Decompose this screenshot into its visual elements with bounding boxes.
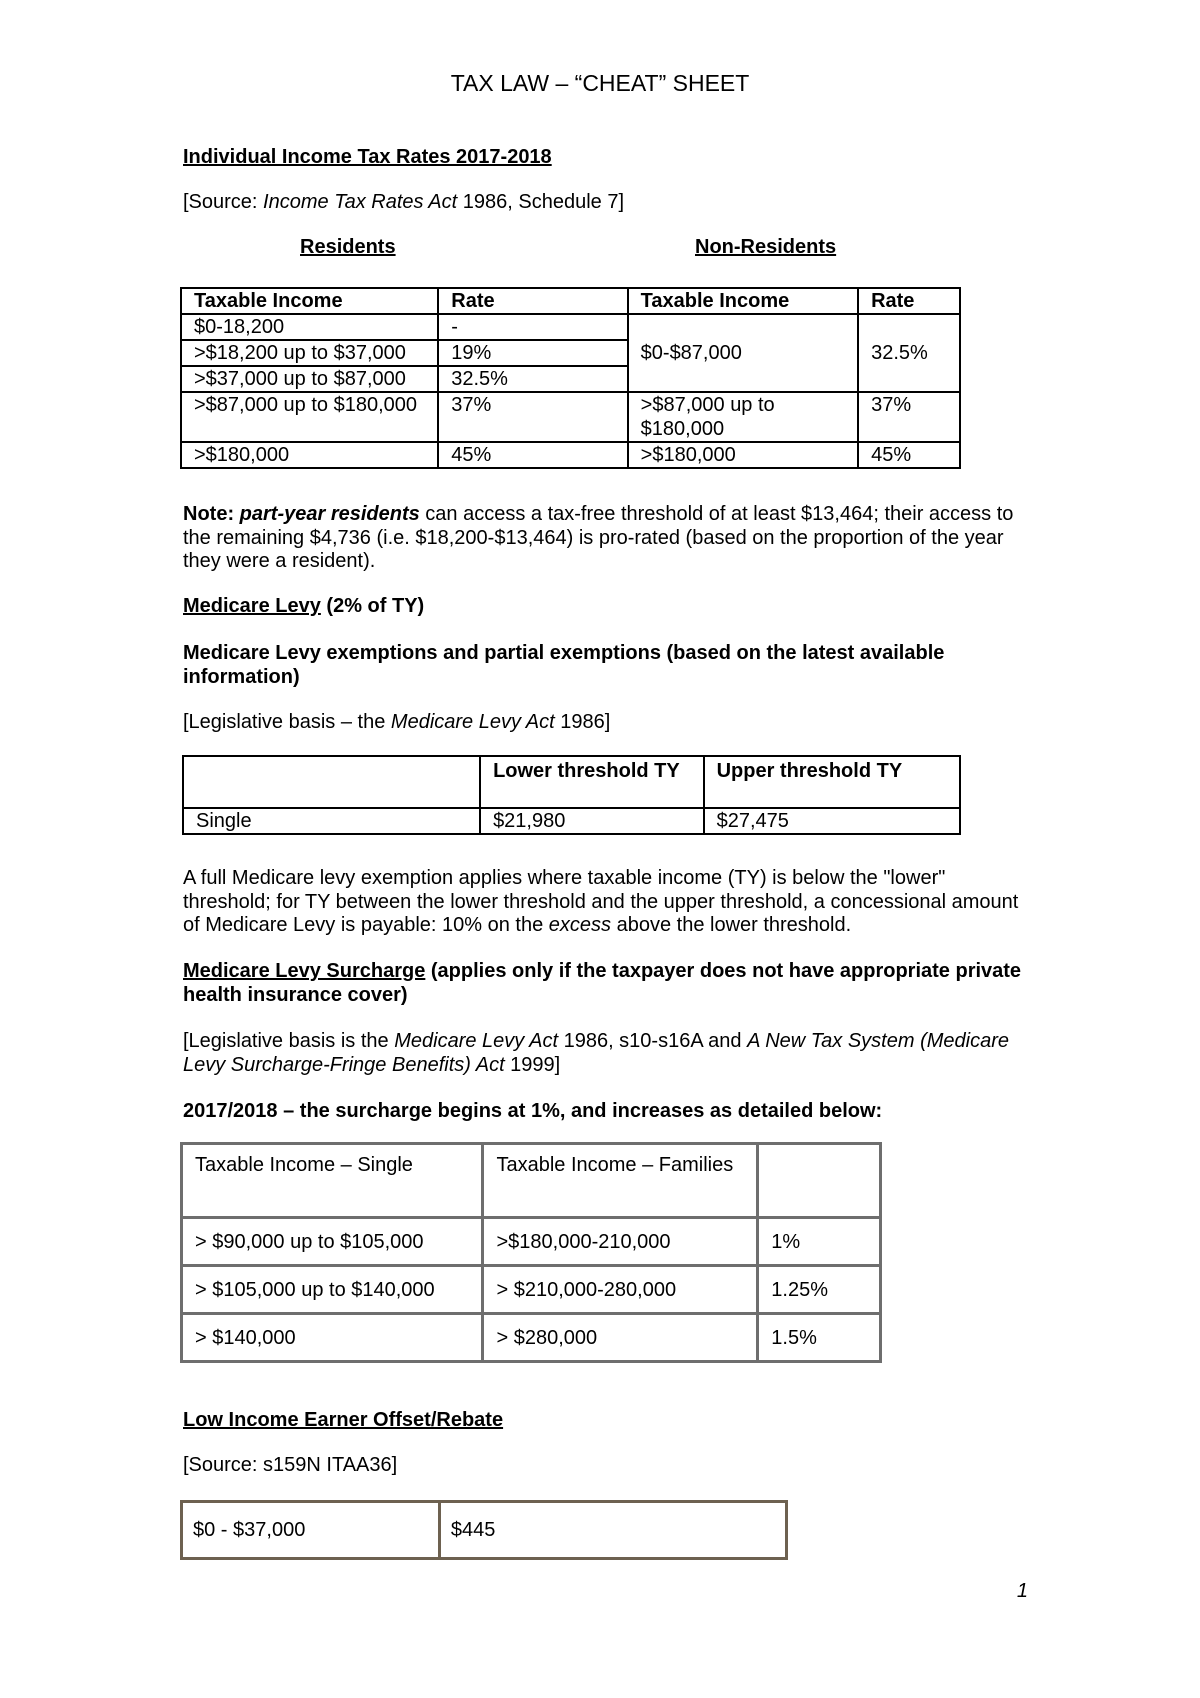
non-resident-rate: 37% xyxy=(858,392,960,442)
non-resident-rate: 45% xyxy=(858,442,960,468)
basis-mid: 1986, s10-s16A and xyxy=(558,1030,748,1052)
resident-income: $0-18,200 xyxy=(181,314,438,340)
table-cell: 1.25% xyxy=(758,1266,881,1314)
income-tax-heading: Individual Income Tax Rates 2017-2018 xyxy=(183,146,552,168)
non-residents-label: Non-Residents xyxy=(695,236,837,258)
table-header-row xyxy=(182,1144,881,1218)
table-header: Rate xyxy=(438,288,627,314)
table-header xyxy=(183,756,480,808)
table-cell: > $210,000-280,000 xyxy=(483,1266,758,1314)
non-resident-income: >$180,000 xyxy=(628,442,858,468)
table-header: Taxable Income – Families xyxy=(483,1144,758,1218)
surcharge-heading-label: Medicare Levy Surcharge xyxy=(183,960,426,982)
medicare-heading xyxy=(183,595,1033,619)
surcharge-basis xyxy=(183,1030,1033,1077)
table-row xyxy=(183,808,960,834)
offset-source: [Source: s159N ITAA36] xyxy=(183,1454,398,1476)
table-cell: > $280,000 xyxy=(483,1314,758,1362)
basis-act-2: A New Tax System (Medicare Levy Surcharge-Fringe Benefits) Act xyxy=(183,1030,1009,1076)
table-row xyxy=(181,392,960,442)
basis-act: Medicare Levy Act xyxy=(390,711,555,733)
table-cell: Single xyxy=(183,808,480,834)
non-resident-rate: 32.5% xyxy=(858,314,960,392)
offset-table xyxy=(180,1500,788,1560)
resident-rate: 37% xyxy=(438,392,627,442)
table-row xyxy=(182,1314,881,1362)
resident-income: >$18,200 up to $37,000 xyxy=(181,340,438,366)
table-cell: 1% xyxy=(758,1218,881,1266)
table-header: Lower threshold TY xyxy=(480,756,704,808)
table-cell: $21,980 xyxy=(480,808,704,834)
surcharge-intro: 2017/2018 – the surcharge begins at 1%, and increases as detailed below: xyxy=(183,1100,883,1122)
note-emphasis: part-year residents xyxy=(239,503,420,525)
residents-label: Residents xyxy=(300,236,396,258)
medicare-explanation xyxy=(183,867,1033,938)
basis-prefix: [Legislative basis is the xyxy=(183,1030,395,1052)
income-tax-rates-table xyxy=(180,287,961,469)
surcharge-heading-suffix: (applies only if the taxpayer does not have appropriate private health insurance cover) xyxy=(183,960,1022,1006)
source-prefix: [Source: xyxy=(183,191,264,213)
table-row xyxy=(181,442,960,468)
basis-prefix: [Legislative basis – the xyxy=(183,711,391,733)
table-row xyxy=(182,1266,881,1314)
table-cell: $27,475 xyxy=(704,808,960,834)
table-cell: > $90,000 up to $105,000 xyxy=(182,1218,483,1266)
table-header-row xyxy=(183,756,960,808)
basis-suffix: 1986] xyxy=(554,711,611,733)
non-resident-income: $0-$87,000 xyxy=(628,314,858,392)
resident-rate: 19% xyxy=(438,340,627,366)
surcharge-table xyxy=(180,1142,882,1363)
table-row xyxy=(181,314,960,340)
page-title: TAX LAW – “CHEAT” SHEET xyxy=(450,70,750,96)
table-cell: $445 xyxy=(439,1502,786,1559)
table-cell: > $105,000 up to $140,000 xyxy=(182,1266,483,1314)
medicare-heading-suffix: (2% of TY) xyxy=(320,595,425,617)
note-label: Note: xyxy=(183,503,235,525)
page-number: 1 xyxy=(1016,1580,1028,1602)
table-header: Upper threshold TY xyxy=(704,756,960,808)
basis-suffix: 1999] xyxy=(504,1053,561,1076)
table-header-row xyxy=(181,288,960,314)
resident-income: >$37,000 up to $87,000 xyxy=(181,366,438,392)
table-row xyxy=(182,1218,881,1266)
basis-act-1: Medicare Levy Act xyxy=(394,1030,559,1052)
table-row xyxy=(182,1502,787,1559)
medicare-thresholds-table xyxy=(182,755,961,835)
medicare-basis xyxy=(183,711,1033,735)
source-suffix: 1986, Schedule 7] xyxy=(457,191,625,213)
explain-part-2: above the lower threshold. xyxy=(611,914,852,936)
table-cell: >$180,000-210,000 xyxy=(483,1218,758,1266)
resident-income: >$87,000 up to $180,000 xyxy=(181,392,438,442)
table-header: Taxable Income xyxy=(628,288,858,314)
table-cell: $0 - $37,000 xyxy=(182,1502,440,1559)
resident-income: >$180,000 xyxy=(181,442,438,468)
source-act: Income Tax Rates Act xyxy=(263,191,458,213)
explain-emphasis: excess xyxy=(548,914,612,936)
explain-part-1: A full Medicare levy exemption applies where taxable income (TY) is below the "lower" threshold; for TY between the lower threshold and the upper threshold, a concessional amount of Medicare Levy is payable: 10% on the xyxy=(183,867,1019,936)
surcharge-heading xyxy=(183,960,1033,1007)
income-tax-source xyxy=(183,191,1033,215)
medicare-heading-label: Medicare Levy xyxy=(183,595,321,617)
resident-rate: 45% xyxy=(438,442,627,468)
table-cell: 1.5% xyxy=(758,1314,881,1362)
medicare-exemptions-heading: Medicare Levy exemptions and partial exemptions (based on the latest available information) xyxy=(183,642,945,688)
offset-heading: Low Income Earner Offset/Rebate xyxy=(183,1409,504,1431)
resident-rate: - xyxy=(438,314,627,340)
table-header: Taxable Income xyxy=(181,288,438,314)
table-header xyxy=(758,1144,881,1218)
resident-rate: 32.5% xyxy=(438,366,627,392)
table-cell: > $140,000 xyxy=(182,1314,483,1362)
note-text: can access a tax-free threshold of at least $13,464; their access to the remaining $4,736 (i.e. $18,200-$13,464) is pro-rated (based on the proportion of the year they were a resident). xyxy=(183,503,1014,572)
table-header: Rate xyxy=(858,288,960,314)
table-header: Taxable Income – Single xyxy=(182,1144,483,1218)
part-year-note xyxy=(183,503,1033,574)
non-resident-income: >$87,000 up to $180,000 xyxy=(628,392,858,442)
